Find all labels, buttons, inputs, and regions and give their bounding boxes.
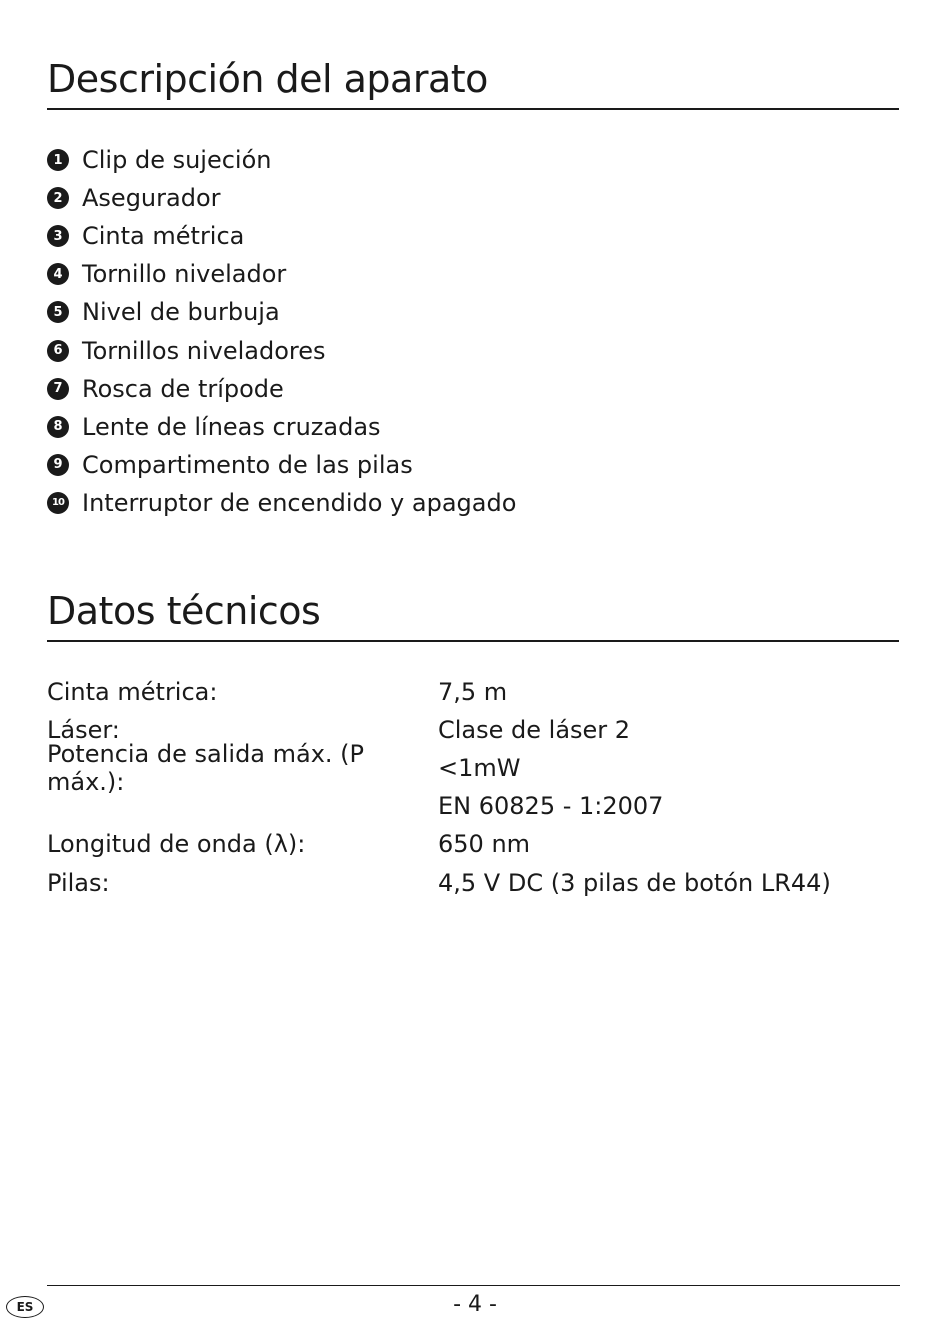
spec-key: Longitud de onda (λ): [47,830,306,859]
number-badge: 4 [47,263,69,285]
item-label: Tornillos niveladores [82,336,326,365]
list-item [47,255,516,293]
item-label: Cinta métrica [82,222,245,251]
section-title-specs: Datos técnicos [47,586,899,642]
item-label: Lente de líneas cruzadas [82,412,381,441]
spec-row [47,673,831,711]
item-label: Nivel de burbuja [82,298,280,327]
spec-value: Clase de láser 2 [438,716,631,745]
number-badge: 5 [47,301,69,323]
spec-key: Pilas: [47,868,110,897]
number-badge: 1 [47,149,69,171]
item-label: Asegurador [82,184,221,213]
spec-value: 7,5 m [438,678,508,707]
list-item [47,141,516,179]
spec-key: Láser: [47,716,120,745]
list-item [47,484,516,522]
list-item [47,408,516,446]
spec-row [47,863,831,901]
list-item [47,331,516,369]
number-badge: 3 [47,225,69,247]
item-label: Compartimento de las pilas [82,450,413,479]
page-number: - 4 - [453,1292,497,1317]
list-item [47,179,516,217]
spec-value: 650 nm [438,830,531,859]
item-label: Rosca de trípode [82,374,284,403]
specs-table [47,673,831,902]
number-badge: 7 [47,378,69,400]
section-title-description: Descripción del aparato [47,54,899,110]
spec-key: Potencia de salida máx. (P máx.): [47,740,365,797]
list-item [47,217,516,255]
list-item [47,446,516,484]
spec-row [47,825,831,863]
number-badge: 6 [47,340,69,362]
spec-value: <1mW [438,754,521,783]
number-badge: 8 [47,416,69,438]
item-label: Interruptor de encendido y apagado [82,488,517,517]
number-badge: 2 [47,187,69,209]
list-item [47,293,516,331]
spec-key: Cinta métrica: [47,678,218,707]
list-item [47,370,516,408]
number-badge: 10 [47,492,69,514]
spec-value: EN 60825 - 1:2007 [438,792,664,821]
item-label: Clip de sujeción [82,146,272,175]
footer-divider [47,1285,900,1286]
item-label: Tornillo nivelador [82,260,287,289]
parts-list [47,141,516,522]
spec-value: 4,5 V DC (3 pilas de botón LR44) [438,868,831,897]
number-badge: 9 [47,454,69,476]
spec-row [47,740,831,797]
language-badge: ES [6,1296,44,1318]
